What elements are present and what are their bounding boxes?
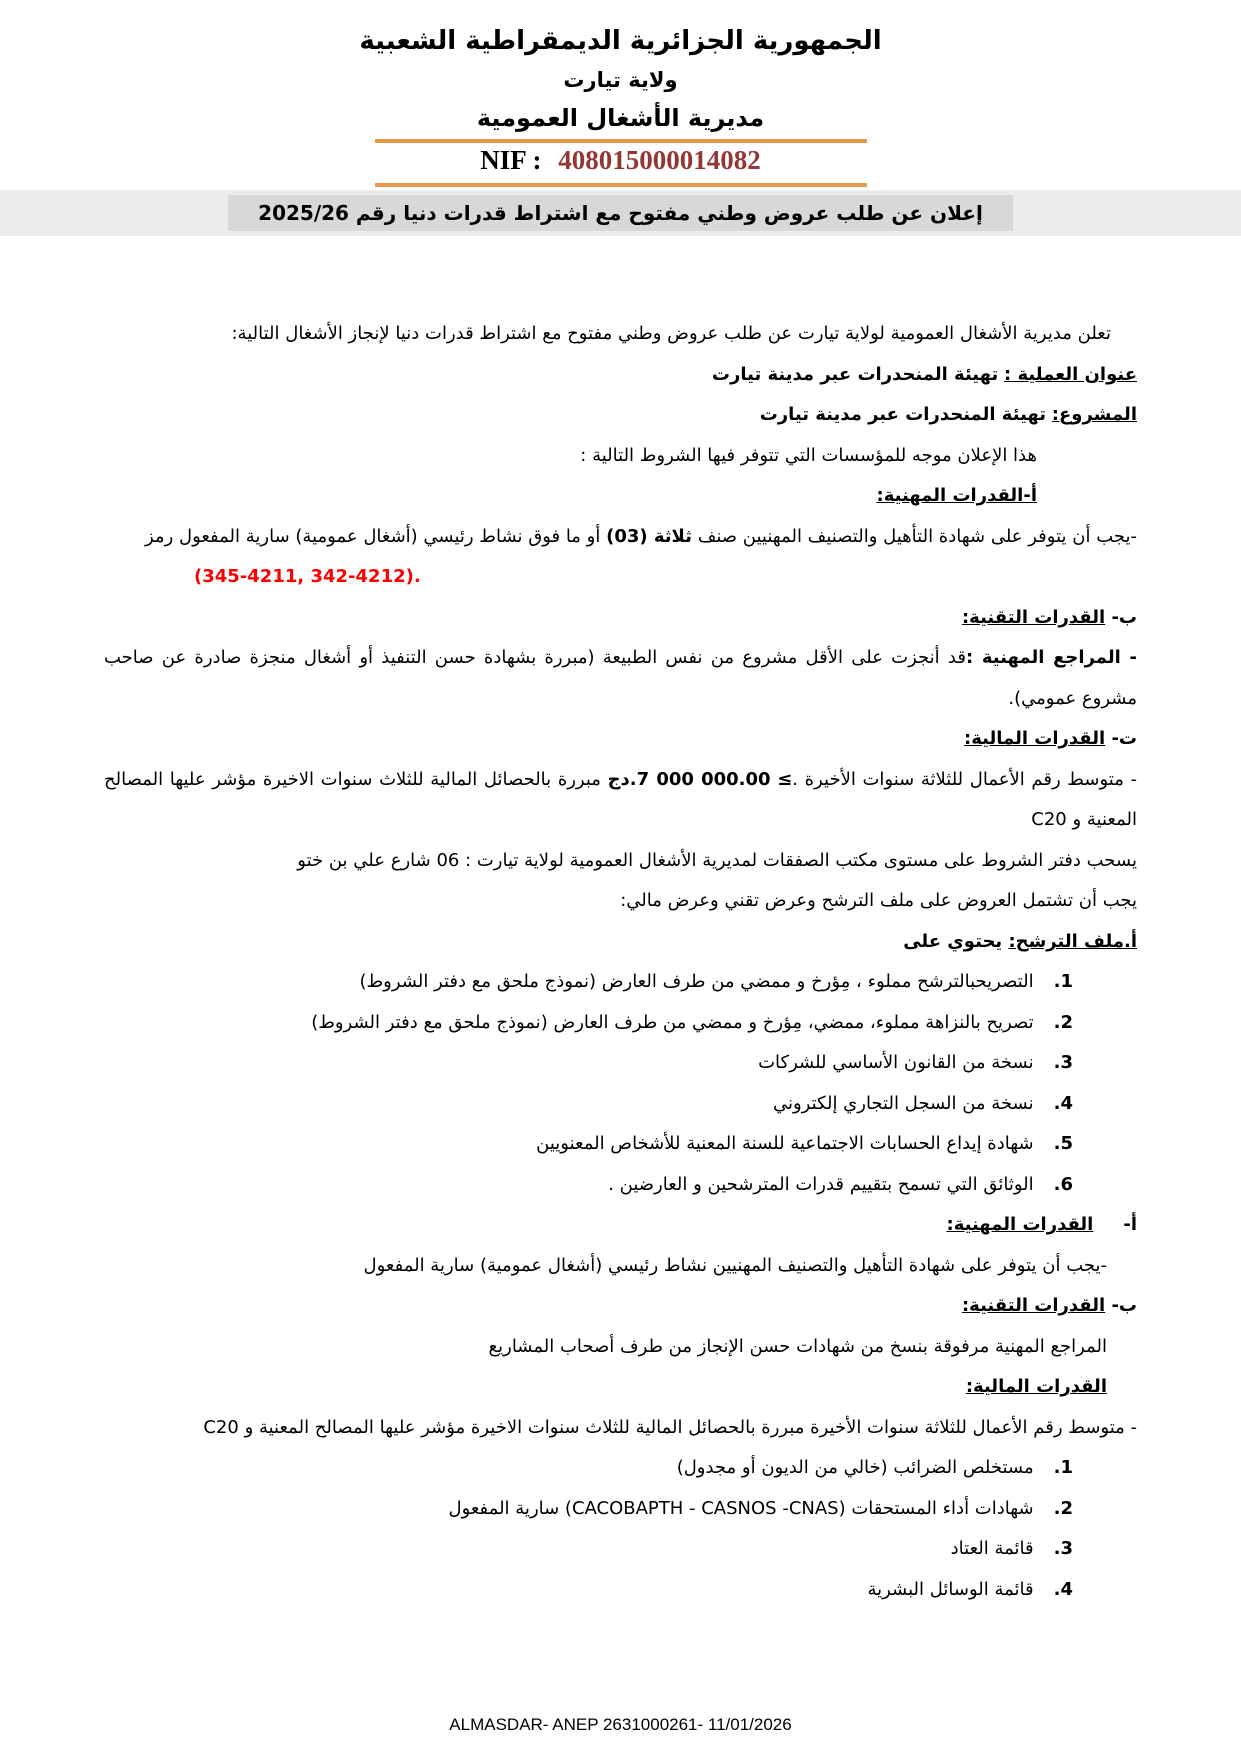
candidacy-item [104, 962, 1137, 1003]
financial2-paragraph [104, 1408, 1137, 1449]
section-a-title: أ-القدرات المهنية: [876, 485, 1037, 507]
project-line [104, 395, 1137, 436]
section-b-prefix: ب- [1105, 606, 1137, 628]
item-number: 2. [1053, 1497, 1073, 1519]
conditions-intro-text: هذا الإعلان موجه للمؤسسات التي تتوفر فيها الشروط التالية : [580, 444, 1037, 466]
qualification-text-post: أو ما فوق نشاط رئيسي (أشغال عمومية) سارية المفعول رمز [145, 525, 607, 547]
intro-paragraph [104, 314, 1137, 355]
nif-label: NIF : [480, 145, 542, 175]
document-header [0, 0, 1241, 187]
item-text: قائمة الوسائل البشرية [867, 1578, 1034, 1600]
operation-value: تهيئة المنحدرات عبر مدينة تيارت [711, 363, 999, 385]
item-number: 6. [1053, 1173, 1073, 1195]
candidacy-item [104, 1003, 1137, 1044]
financial-item [104, 1448, 1137, 1489]
section-b2-title: القدرات التقنية: [961, 1295, 1106, 1317]
financial-item [104, 1489, 1137, 1530]
item-number: 2. [1053, 1011, 1073, 1033]
candidacy-item [104, 1043, 1137, 1084]
section-c-heading [104, 719, 1137, 760]
candidacy-file-heading [104, 922, 1137, 963]
financial-item [104, 1570, 1137, 1611]
item-number: 3. [1053, 1052, 1073, 1074]
section-b2-paragraph [104, 1327, 1137, 1368]
withdraw-line [104, 841, 1137, 882]
section-a2-title: القدرات المهنية: [946, 1214, 1094, 1236]
activity-codes-line [104, 557, 1137, 598]
section-b-heading [104, 598, 1137, 639]
section-b2-heading [104, 1286, 1137, 1327]
candidacy-file-suffix: يحتوي على [903, 930, 1009, 952]
dues-pre: شهادات أداء المستحقات [845, 1497, 1034, 1519]
dues-post: سارية المفعول [448, 1497, 565, 1519]
announcement-banner-box [228, 195, 1013, 231]
wilaya-title: ولاية تيارت [563, 68, 678, 92]
qualification-class-bold: ثلاثة (03) [606, 525, 692, 547]
orange-rule-top [375, 139, 867, 143]
operation-line [104, 355, 1137, 396]
republic-title: الجمهورية الجزائرية الديمقراطية الشعبية [359, 26, 882, 56]
item-text: الوثائق التي تسمح بتقييم قدرات المترشحين و العارضين . [608, 1173, 1034, 1195]
document-body [0, 314, 1241, 1610]
item-text: نسخة من القانون الأساسي للشركات [758, 1052, 1034, 1074]
operation-label: عنوان العملية : [1004, 363, 1137, 385]
intro-text: تعلن مديرية الأشغال العمومية لولاية تيارت عن طلب عروض وطني مفتوح مع اشتراط قدرات دنيا لإنجاز الأشغال التالية: [231, 323, 1111, 345]
conditions-intro [104, 436, 1137, 477]
item-text [449, 1489, 1034, 1530]
references-text: قد أنجزت على الأقل مشروع من نفس الطبيعة (مبررة بشهادة حسن التنفيذ أو أشغال منجزة صادرة عن صاحب مشروع عمومي). [104, 647, 1137, 709]
section-a2-prefix: أ- [1123, 1214, 1137, 1236]
candidacy-file-label: أ.ملف الترشح: [1008, 930, 1137, 952]
section-a2-heading [104, 1205, 1137, 1246]
references2-text: المراجع المهنية مرفوقة بنسخ من شهادات حسن الإنجاز من طرف أصحاب المشاريع [488, 1335, 1107, 1357]
qualification2-text: -يجب أن يتوفر على شهادة التأهيل والتصنيف المهنيين نشاط رئيسي (أشغال عمومية) سارية المفعول [363, 1254, 1107, 1276]
section-c-prefix: ت- [1105, 728, 1137, 750]
section-b2-prefix: ب- [1105, 1295, 1137, 1317]
item-text: مستخلص الضرائب (خالي من الديون أو مجدول) [676, 1457, 1034, 1479]
less-equal-sign: ≤ [777, 768, 793, 790]
orange-rule-bottom [375, 183, 867, 187]
nif-value: 408015000014082 [558, 145, 761, 175]
references-label: - المراجع المهنية : [965, 647, 1137, 669]
anep-footer-text: ALMASDAR- ANEP 2631000261- 11/01/2026 [449, 1715, 792, 1734]
item-number: 5. [1053, 1133, 1073, 1155]
candidacy-item [104, 1165, 1137, 1206]
item-number: 1. [1053, 971, 1073, 993]
item-text: نسخة من السجل التجاري إلكتروني [772, 1092, 1034, 1114]
currency-dinar: .دج [607, 768, 637, 790]
turnover-text-pre: - متوسط رقم الأعمال للثلاثة سنوات الأخيرة . [792, 768, 1137, 790]
item-number: 1. [1053, 1457, 1073, 1479]
item-number: 3. [1053, 1538, 1073, 1560]
financial-item [104, 1529, 1137, 1570]
nif-line [0, 144, 1241, 176]
section-b-paragraph [104, 638, 1137, 719]
withdraw-text: يسحب دفتر الشروط على مستوى مكتب الصفقات لمديرية الأشغال العمومية لولاية تيارت : 06 شارع علي بن ختو [297, 849, 1137, 871]
item-text: قائمة العتاد [950, 1538, 1034, 1560]
turnover2-text: - متوسط رقم الأعمال للثلاثة سنوات الأخيرة مبررة بالحصائل المالية للثلاث سنوات الاخيرة مؤشر عليها المصالح المعنية و C20 [203, 1416, 1137, 1438]
item-text: شهادة إيداع الحسابات الاجتماعية للسنة المعنية للأشخاص المعنويين [536, 1133, 1034, 1155]
financial2-title: القدرات المالية: [965, 1376, 1107, 1398]
item-text: تصريح بالنزاهة مملوء، ممضي، مِؤرخ و ممضي من طرف العارض (نموذج ملحق مع دفتر الشروط) [311, 1011, 1034, 1033]
activity-codes: (345-4211, 342-4212). [194, 566, 421, 588]
financial2-heading [104, 1367, 1137, 1408]
dues-organisms: (CACOBAPTH - CASNOS -CNAS) [564, 1497, 846, 1519]
candidacy-item [104, 1124, 1137, 1165]
item-text: التصريحبالترشح مملوء ، مِؤرخ و ممضي من طرف العارض (نموذج ملحق مع دفتر الشروط) [359, 971, 1034, 993]
announcement-banner-strip [0, 190, 1241, 236]
financial-paragraph [104, 760, 1137, 841]
section-a-paragraph [104, 517, 1137, 558]
turnover-amount: 7 000 000.00 [636, 768, 771, 790]
item-number: 4. [1053, 1092, 1073, 1114]
announcement-title: إعلان عن طلب عروض وطني مفتوح مع اشتراط قدرات دنيا رقم 2025/26 [258, 201, 983, 226]
anep-footer [0, 1715, 1241, 1735]
section-a-heading [104, 476, 1137, 517]
turnover-text-post: مبررة بالحصائل المالية للثلاث سنوات الاخيرة مؤشر عليها المصالح المعنية و C20 [104, 768, 1137, 831]
qualification-text-pre: -يجب أن يتوفر على شهادة التأهيل والتصنيف المهنيين صنف [691, 525, 1137, 547]
offers-line [104, 881, 1137, 922]
section-b-title: القدرات التقنية: [961, 606, 1106, 628]
section-c-title: القدرات المالية: [964, 728, 1106, 750]
project-value: تهيئة المنحدرات عبر مدينة تيارت [759, 404, 1047, 426]
item-number: 4. [1053, 1578, 1073, 1600]
candidacy-item [104, 1084, 1137, 1125]
section-a2-paragraph [104, 1246, 1137, 1287]
project-label: المشروع: [1051, 404, 1137, 426]
offers-text: يجب أن تشتمل العروض على ملف الترشح وعرض تقني وعرض مالي: [620, 890, 1137, 912]
directorate-title: مديرية الأشغال العمومية [476, 104, 765, 132]
